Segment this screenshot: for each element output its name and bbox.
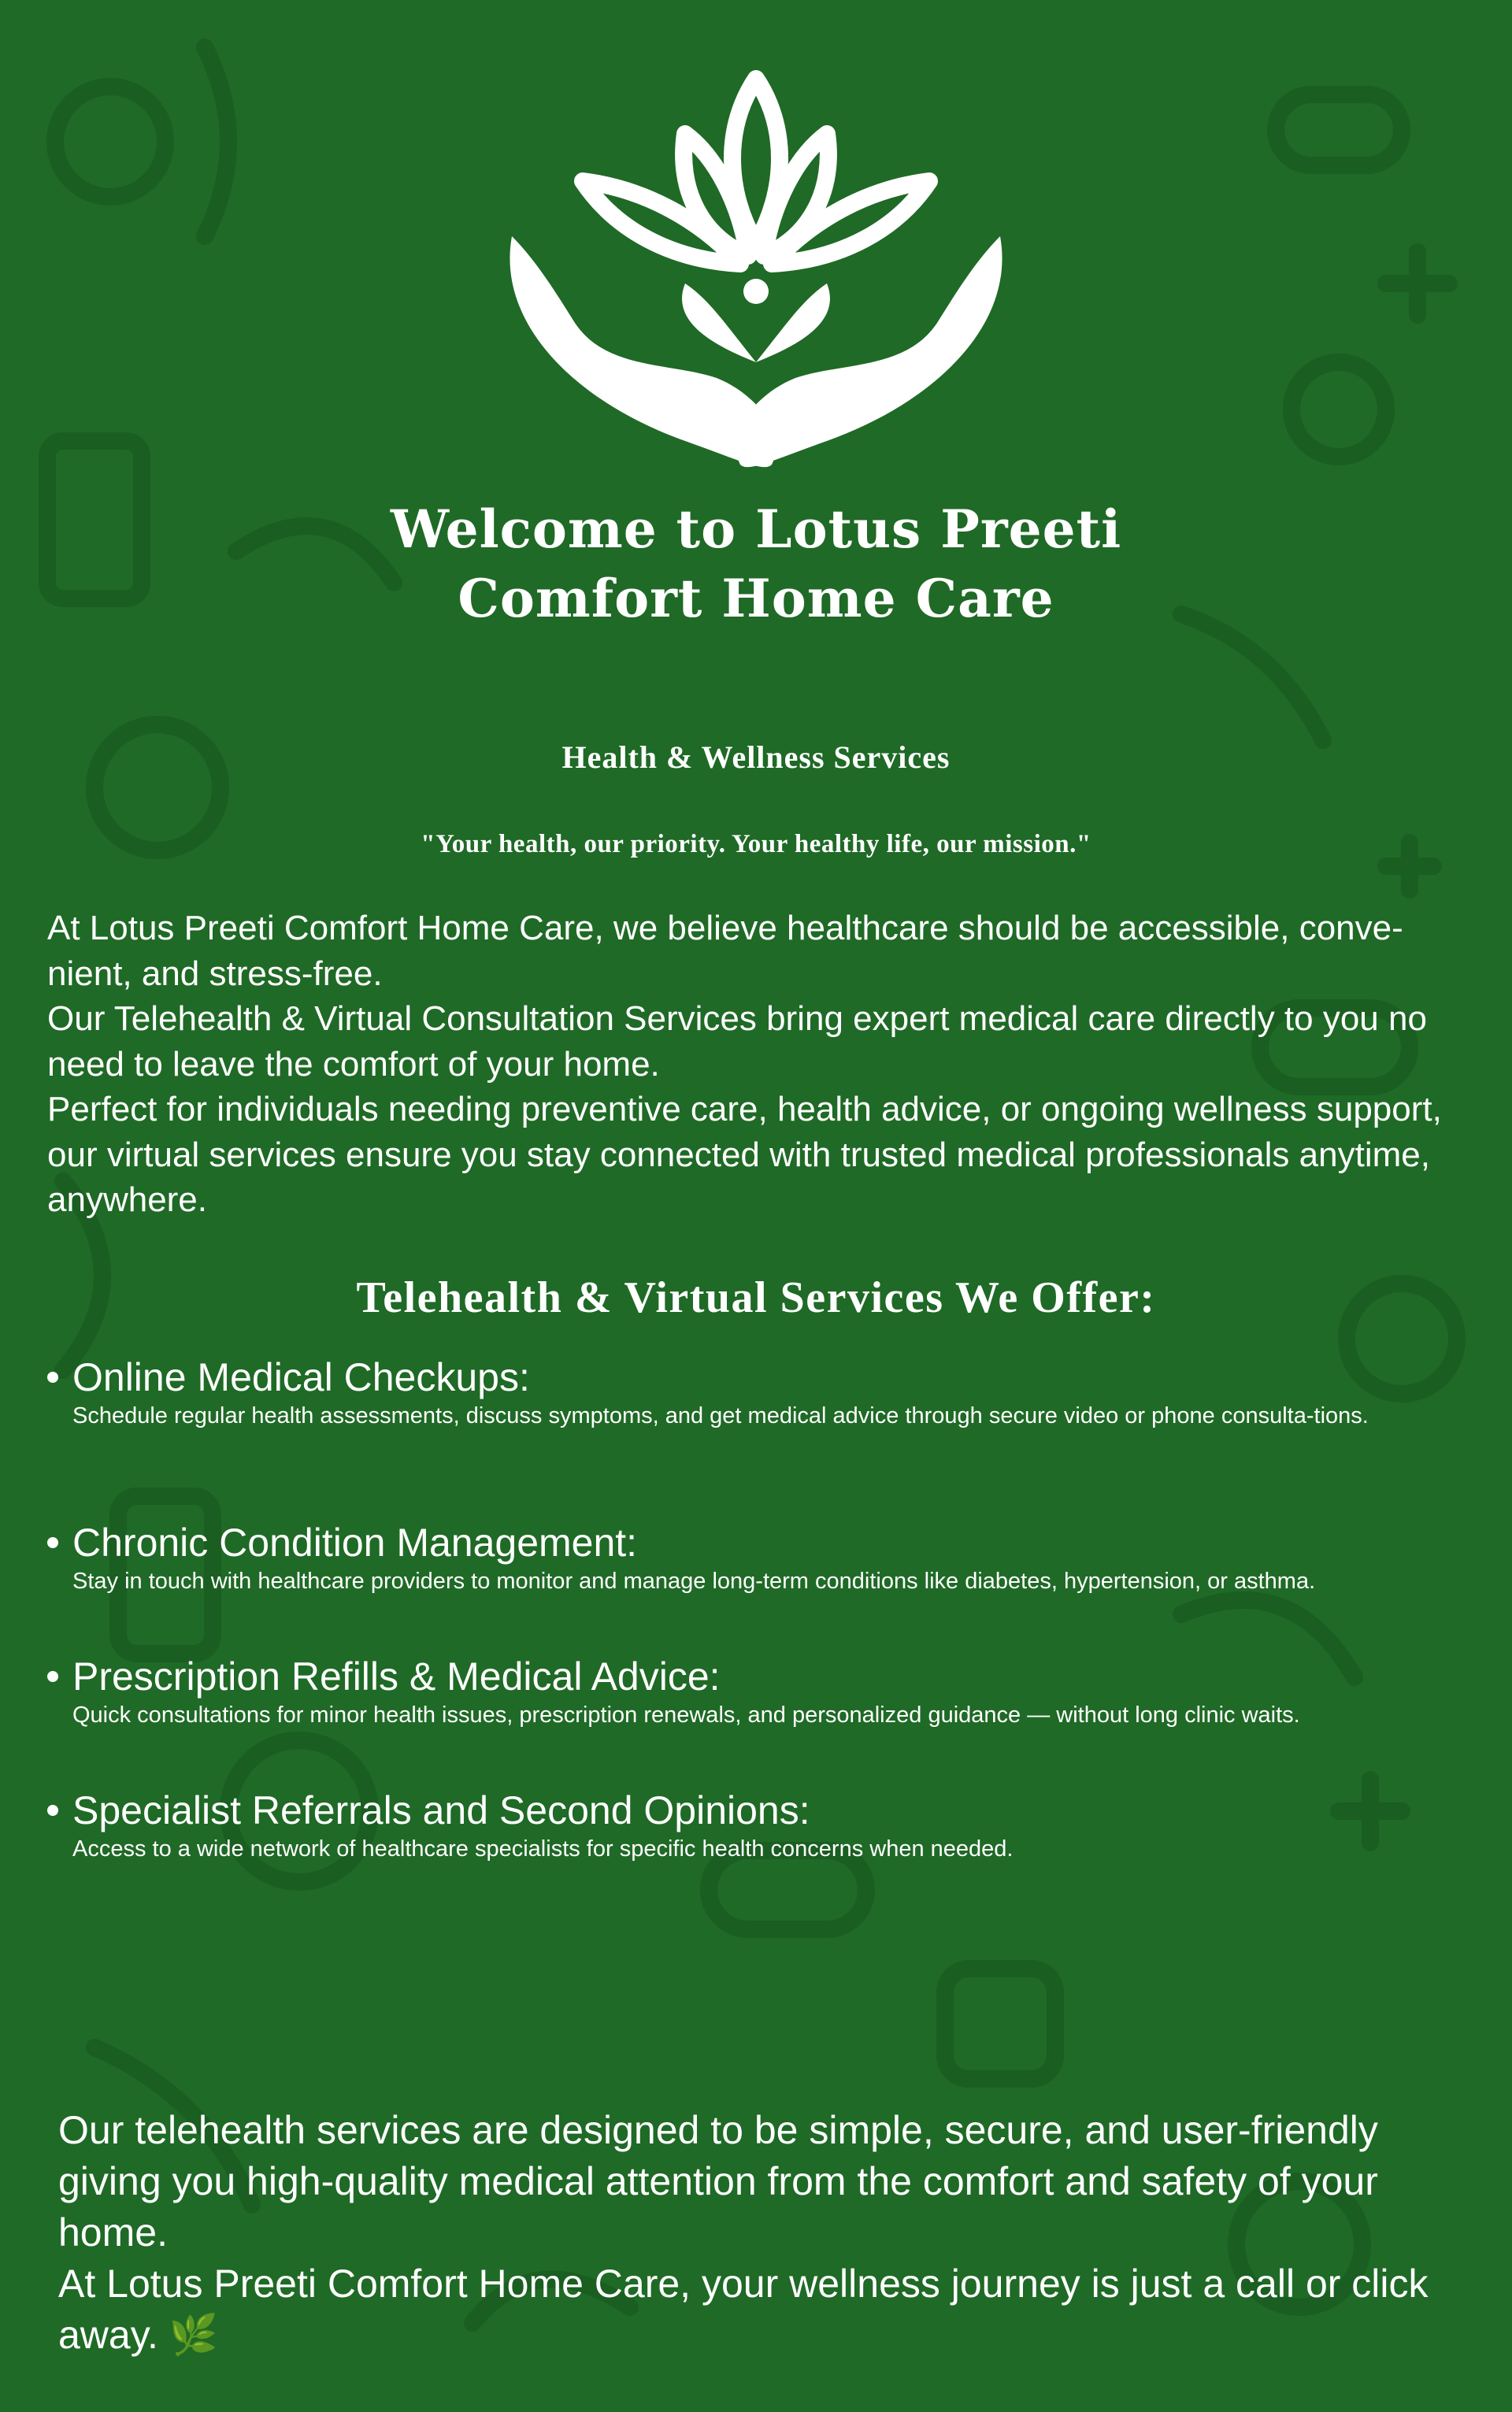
service-description: Stay in touch with healthcare providers to monitor and manage long-term conditions like diabetes, hypertension, or asthma. (72, 1569, 1316, 1594)
service-title: Online Medical Checkups: (72, 1355, 530, 1399)
closing-paragraph: Our telehealth services are designed to be simple, secure, and user-friendly giving you high-quality medical attention from the comfort and safety of your home. (58, 2108, 1378, 2255)
intro-paragraph: At Lotus Preeti Comfort Home Care, we believe healthcare should be accessible, conve-nient, and stress-free. (47, 909, 1403, 993)
bullet-icon (47, 1372, 58, 1383)
intro-text (47, 906, 1473, 1223)
intro-paragraph: Perfect for individuals needing preventive care, health advice, or ongoing wellness support, our virtual services ensure you stay connected with trusted medical professionals anytime, anywhere. (47, 1090, 1442, 1219)
service-title: Prescription Refills & Medical Advice: (72, 1654, 721, 1699)
page-title (0, 495, 1512, 633)
bullet-icon (47, 1805, 58, 1816)
service-description: Schedule regular health assessments, discuss symptoms, and get medical advice through secure video or phone consulta-tions. (72, 1403, 1369, 1428)
service-title: Chronic Condition Management: (72, 1521, 638, 1565)
title-line-2: Comfort Home Care (458, 568, 1054, 629)
services-heading: Telehealth & Virtual Services We Offer: (356, 1273, 1156, 1322)
service-title: Specialist Referrals and Second Opinions: (72, 1788, 810, 1832)
bullet-icon (47, 1537, 58, 1548)
intro-paragraph: Our Telehealth & Virtual Consultation Services bring expert medical care directly to you no need to leave the comfort of your home. (47, 999, 1427, 1084)
tagline: "Your health, our priority. Your healthy life, our mission." (421, 830, 1091, 858)
title-line-1: Welcome to Lotus Preeti (390, 498, 1122, 560)
service-description: Access to a wide network of healthcare specialists for specific health concerns when needed. (72, 1836, 1014, 1862)
section-subtitle: Health & Wellness Services (561, 739, 951, 775)
bullet-icon (47, 1671, 58, 1682)
lotus-hands-icon (488, 63, 1024, 472)
closing-paragraph: At Lotus Preeti Comfort Home Care, your wellness journey is just a call or click away. 🌿 (58, 2262, 1429, 2357)
service-description: Quick consultations for minor health issues, prescription renewals, and personalized guidance — without long clinic waits. (72, 1702, 1300, 1728)
closing-text (58, 2105, 1476, 2361)
